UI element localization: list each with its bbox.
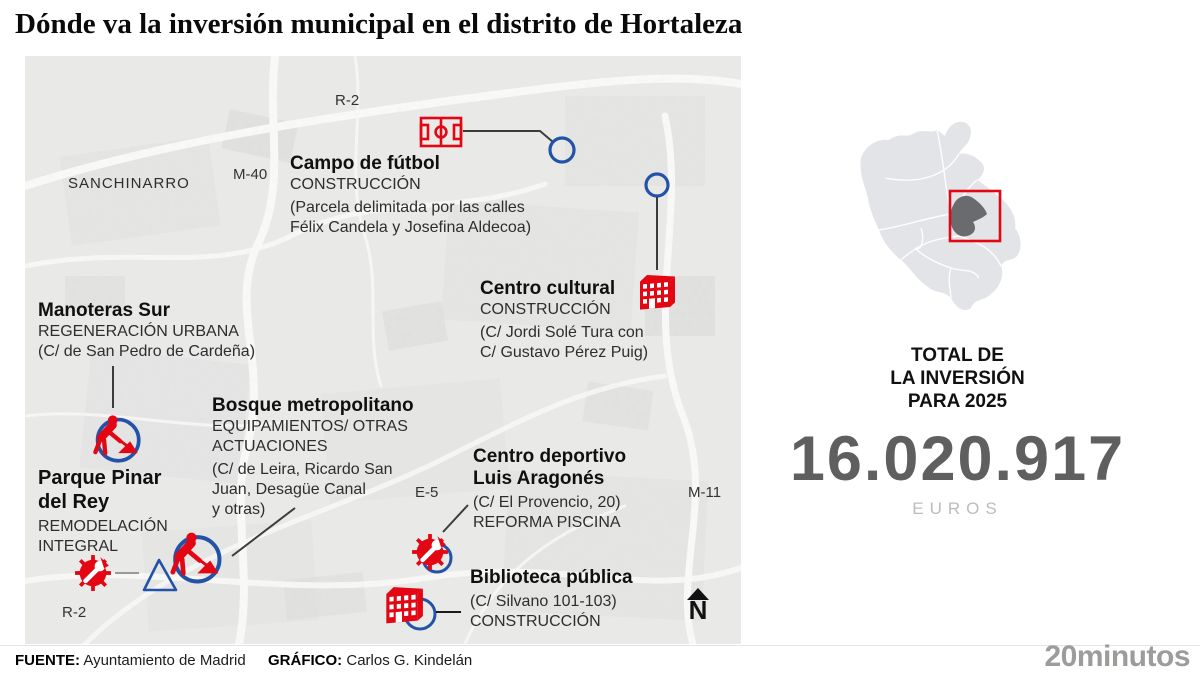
project-name: Manoteras Sur [38, 300, 170, 321]
annotation-bosque-metropolitano [212, 395, 414, 520]
project-name: Centro deportivo [473, 446, 627, 467]
district-map [25, 56, 741, 644]
project-detail: Juan, Desagüe Canal [212, 481, 366, 498]
project-category: REGENERACIÓN URBANA [38, 323, 239, 340]
project-detail: (C/ Jordi Solé Tura con [480, 324, 644, 341]
project-category: CONSTRUCCIÓN [290, 176, 421, 193]
summary-heading: LA INVERSIÓN [890, 368, 1025, 389]
road-label-m40: M-40 [233, 166, 268, 183]
footer-credits [15, 652, 472, 669]
credit-value: Carlos G. Kindelán [346, 652, 473, 669]
annotation-centro-deportivo [473, 446, 626, 533]
project-name: Bosque metropolitano [212, 395, 414, 416]
madrid-locator-map [855, 118, 1040, 318]
road-label-r2-top: R-2 [335, 92, 360, 109]
project-detail: y otras) [212, 501, 266, 518]
page-title: Dónde va la inversión municipal en el distrito de Hortaleza [15, 8, 743, 40]
credit-label: GRÁFICO: [268, 652, 343, 669]
north-arrow-icon [685, 588, 711, 625]
circle-marker-icon [550, 138, 574, 162]
project-detail: (C/ de Leira, Ricardo San [212, 461, 393, 478]
gear-wrench-icon [412, 534, 448, 570]
triangle-marker-icon [144, 560, 176, 590]
project-detail: Félix Candela y Josefina Aldecoa) [290, 219, 532, 236]
annotation-campo-de-futbol [290, 153, 531, 238]
construction-worker-icon [95, 415, 138, 460]
investment-amount: 16.020.917 [789, 424, 1126, 494]
gear-wrench-icon [75, 555, 111, 591]
connector-line [463, 131, 553, 142]
summary-heading: TOTAL DE [911, 345, 1004, 366]
project-name: Luis Aragonés [473, 468, 605, 489]
source-label: FUENTE: [15, 652, 80, 669]
project-category: REFORMA PISCINA [473, 514, 621, 531]
project-detail: (C/ Silvano 101-103) [470, 593, 617, 610]
construction-worker-icon [173, 533, 220, 582]
project-detail: (Parcela delimitada por las calles [290, 199, 525, 216]
library-building-icon [386, 585, 423, 624]
investment-summary [755, 344, 1160, 519]
road-label-m11: M-11 [688, 484, 722, 501]
project-name: Campo de fútbol [290, 153, 440, 174]
footer-divider [0, 645, 1200, 646]
project-name: del Rey [38, 491, 110, 513]
annotation-biblioteca-publica [470, 567, 633, 632]
area-label-sanchinarro: SANCHINARRO [68, 175, 190, 192]
project-name: Biblioteca pública [470, 567, 633, 588]
circle-marker-icon [646, 174, 668, 196]
road-label-r2-bottom: R-2 [62, 604, 87, 621]
project-category: REMODELACIÓN [38, 518, 168, 535]
project-name: Centro cultural [480, 278, 616, 299]
project-name: Parque Pinar [38, 467, 162, 489]
project-detail: (C/ El Provencio, 20) [473, 494, 621, 511]
annotation-manoteras-sur [38, 300, 255, 362]
project-category: ACTUACIONES [212, 438, 328, 455]
project-category: CONSTRUCCIÓN [480, 301, 611, 318]
project-category: CONSTRUCCIÓN [470, 613, 601, 630]
project-category: INTEGRAL [38, 538, 119, 555]
project-category: EQUIPAMIENTOS/ OTRAS [212, 418, 408, 435]
football-field-icon [421, 118, 461, 146]
annotation-parque-pinar-del-rey [38, 466, 168, 557]
currency-label: EUROS [912, 499, 1003, 518]
source-value: Ayuntamiento de Madrid [83, 652, 246, 669]
project-detail: C/ Gustavo Pérez Puig) [480, 344, 649, 361]
brand-logo: 20minutos [1044, 640, 1190, 673]
north-label: N [688, 595, 708, 625]
annotation-centro-cultural [480, 278, 648, 363]
connector-line [443, 505, 468, 532]
road-label-e5: E-5 [415, 484, 439, 501]
summary-heading: PARA 2025 [907, 391, 1008, 412]
project-detail: (C/ de San Pedro de Cardeña) [38, 343, 256, 360]
